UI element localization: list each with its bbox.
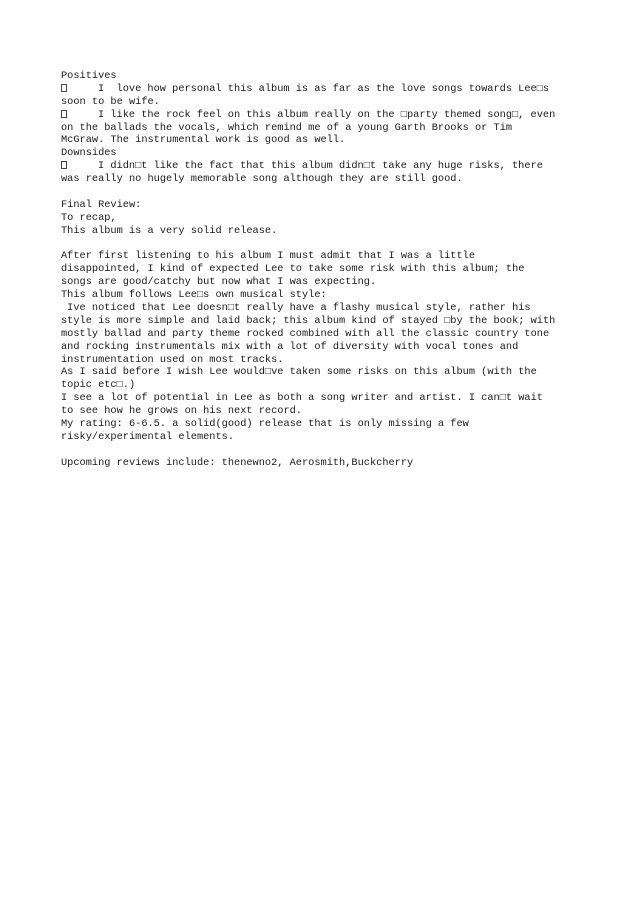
body-line: topic etc□.) (61, 379, 136, 392)
body-line: instrumentation used on most tracks. (61, 353, 284, 366)
downsides-heading: Downsides (61, 147, 117, 160)
document-page (61, 70, 591, 470)
body-line: My rating: 6-6.5. a solid(good) release that is only missing a few (61, 418, 469, 431)
final-review-heading: Final Review: (61, 198, 142, 211)
body-line: style is more simple and laid back; this album kind of stayed □by the book; with (61, 314, 556, 327)
body-line: risky/experimental elements. (61, 430, 235, 443)
paragraph-gap (61, 444, 591, 457)
body-line: and rocking instrumentals mix with a lot of diversity with vocal tones and (61, 340, 519, 353)
final-review-line: This album is a very solid release. (61, 224, 278, 237)
bullet-square-icon (61, 161, 67, 169)
bullet-continuation: on the ballads the vocals, which remind me of a young Garth Brooks or Tim (61, 121, 513, 134)
body-line: This album follows Lee□s own musical style: (61, 289, 327, 302)
body-line: Ive noticed that Lee doesn□t really have a flashy musical style, rather his (61, 302, 531, 315)
paragraph-gap (61, 186, 591, 199)
body-line: After first listening to his album I must admit that I was a little (61, 250, 476, 263)
bullet-continuation: McGraw. The instrumental work is good as well. (61, 134, 346, 147)
body-line: I see a lot of potential in Lee as both a song writer and artist. I can□t wait (61, 392, 543, 405)
bullet-line (61, 109, 591, 122)
bullet-square-icon (61, 110, 67, 118)
bullet-square-icon (61, 84, 67, 92)
body-line: As I said before I wish Lee would□ve taken some risks on this album (with the (61, 366, 537, 379)
body-line: disappointed, I kind of expected Lee to take some risk with this album; the (61, 263, 525, 276)
body-line: songs are good/catchy but now what I was expecting. (61, 276, 377, 289)
paragraph-gap (61, 238, 591, 251)
final-review-line: To recap, (61, 211, 117, 224)
bullet-continuation: soon to be wife. (61, 95, 160, 108)
body-line: to see how he grows on his next record. (61, 405, 302, 418)
upcoming-reviews: Upcoming reviews include: thenewno2, Aerosmith,Buckcherry (61, 456, 414, 469)
bullet-text: I like the rock feel on this album really on the □party themed song□, even (98, 108, 556, 121)
bullet-continuation: was really no hugely memorable song although they are still good. (61, 173, 463, 186)
bullet-line (61, 83, 591, 96)
positives-heading: Positives (61, 70, 117, 82)
bullet-line (61, 160, 591, 173)
body-line: mostly ballad and party theme rocked combined with all the classic country tone (61, 327, 550, 340)
bullet-text: I didn□t like the fact that this album didn□t take any huge risks, there (98, 160, 543, 173)
bullet-text: I love how personal this album is as far as the love songs towards Lee□s (98, 82, 550, 95)
